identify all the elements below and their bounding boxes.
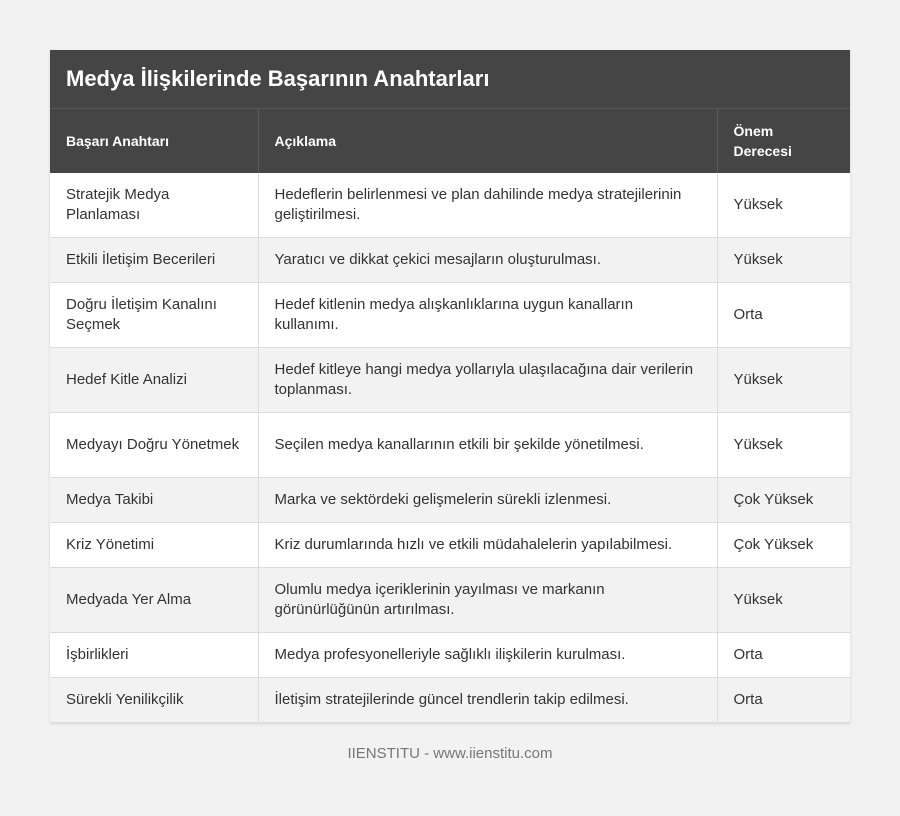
cell-key: Etkili İletişim Becerileri (50, 238, 258, 283)
table-row (50, 678, 850, 723)
table-card (50, 50, 850, 723)
column-header-description: Açıklama (258, 109, 717, 173)
cell-importance: Orta (717, 678, 850, 723)
cell-importance: Yüksek (717, 413, 850, 478)
column-header-importance: Önem Derecesi (717, 109, 850, 173)
cell-description: Medya profesyonelleriyle sağlıklı ilişkilerin kurulması. (258, 633, 717, 678)
cell-importance: Çok Yüksek (717, 523, 850, 568)
cell-importance: Orta (717, 283, 850, 348)
table-row (50, 348, 850, 413)
cell-description: Olumlu medya içeriklerinin yayılması ve markanın görünürlüğünün artırılması. (258, 568, 717, 633)
cell-importance: Yüksek (717, 238, 850, 283)
cell-description: Marka ve sektördeki gelişmelerin sürekli izlenmesi. (258, 478, 717, 523)
table-row (50, 283, 850, 348)
cell-importance: Yüksek (717, 348, 850, 413)
cell-key: Medyada Yer Alma (50, 568, 258, 633)
cell-description: Hedef kitlenin medya alışkanlıklarına uygun kanalların kullanımı. (258, 283, 717, 348)
table-row (50, 238, 850, 283)
cell-key: Sürekli Yenilikçilik (50, 678, 258, 723)
table-row (50, 478, 850, 523)
cell-description: Hedef kitleye hangi medya yollarıyla ulaşılacağına dair verilerin toplanması. (258, 348, 717, 413)
cell-key: Stratejik Medya Planlaması (50, 173, 258, 238)
table-row (50, 633, 850, 678)
footer-credit: IIENSTITU - www.iienstitu.com (347, 745, 553, 762)
table-row (50, 523, 850, 568)
table-row (50, 568, 850, 633)
cell-description: Seçilen medya kanallarının etkili bir şekilde yönetilmesi. (258, 413, 717, 478)
table-title: Medya İlişkilerinde Başarının Anahtarları (50, 50, 850, 109)
cell-key: Doğru İletişim Kanalını Seçmek (50, 283, 258, 348)
table-row (50, 413, 850, 478)
cell-key: Medya Takibi (50, 478, 258, 523)
header-row (50, 109, 850, 173)
cell-key: Hedef Kitle Analizi (50, 348, 258, 413)
cell-importance: Yüksek (717, 173, 850, 238)
cell-description: İletişim stratejilerinde güncel trendlerin takip edilmesi. (258, 678, 717, 723)
data-table (50, 109, 850, 723)
cell-key: İşbirlikleri (50, 633, 258, 678)
cell-description: Yaratıcı ve dikkat çekici mesajların oluşturulması. (258, 238, 717, 283)
cell-importance: Orta (717, 633, 850, 678)
cell-key: Kriz Yönetimi (50, 523, 258, 568)
table-row (50, 173, 850, 238)
cell-importance: Yüksek (717, 568, 850, 633)
cell-key: Medyayı Doğru Yönetmek (50, 413, 258, 478)
cell-importance: Çok Yüksek (717, 478, 850, 523)
cell-description: Hedeflerin belirlenmesi ve plan dahilinde medya stratejilerinin geliştirilmesi. (258, 173, 717, 238)
cell-description: Kriz durumlarında hızlı ve etkili müdahalelerin yapılabilmesi. (258, 523, 717, 568)
column-header-key: Başarı Anahtarı (50, 109, 258, 173)
